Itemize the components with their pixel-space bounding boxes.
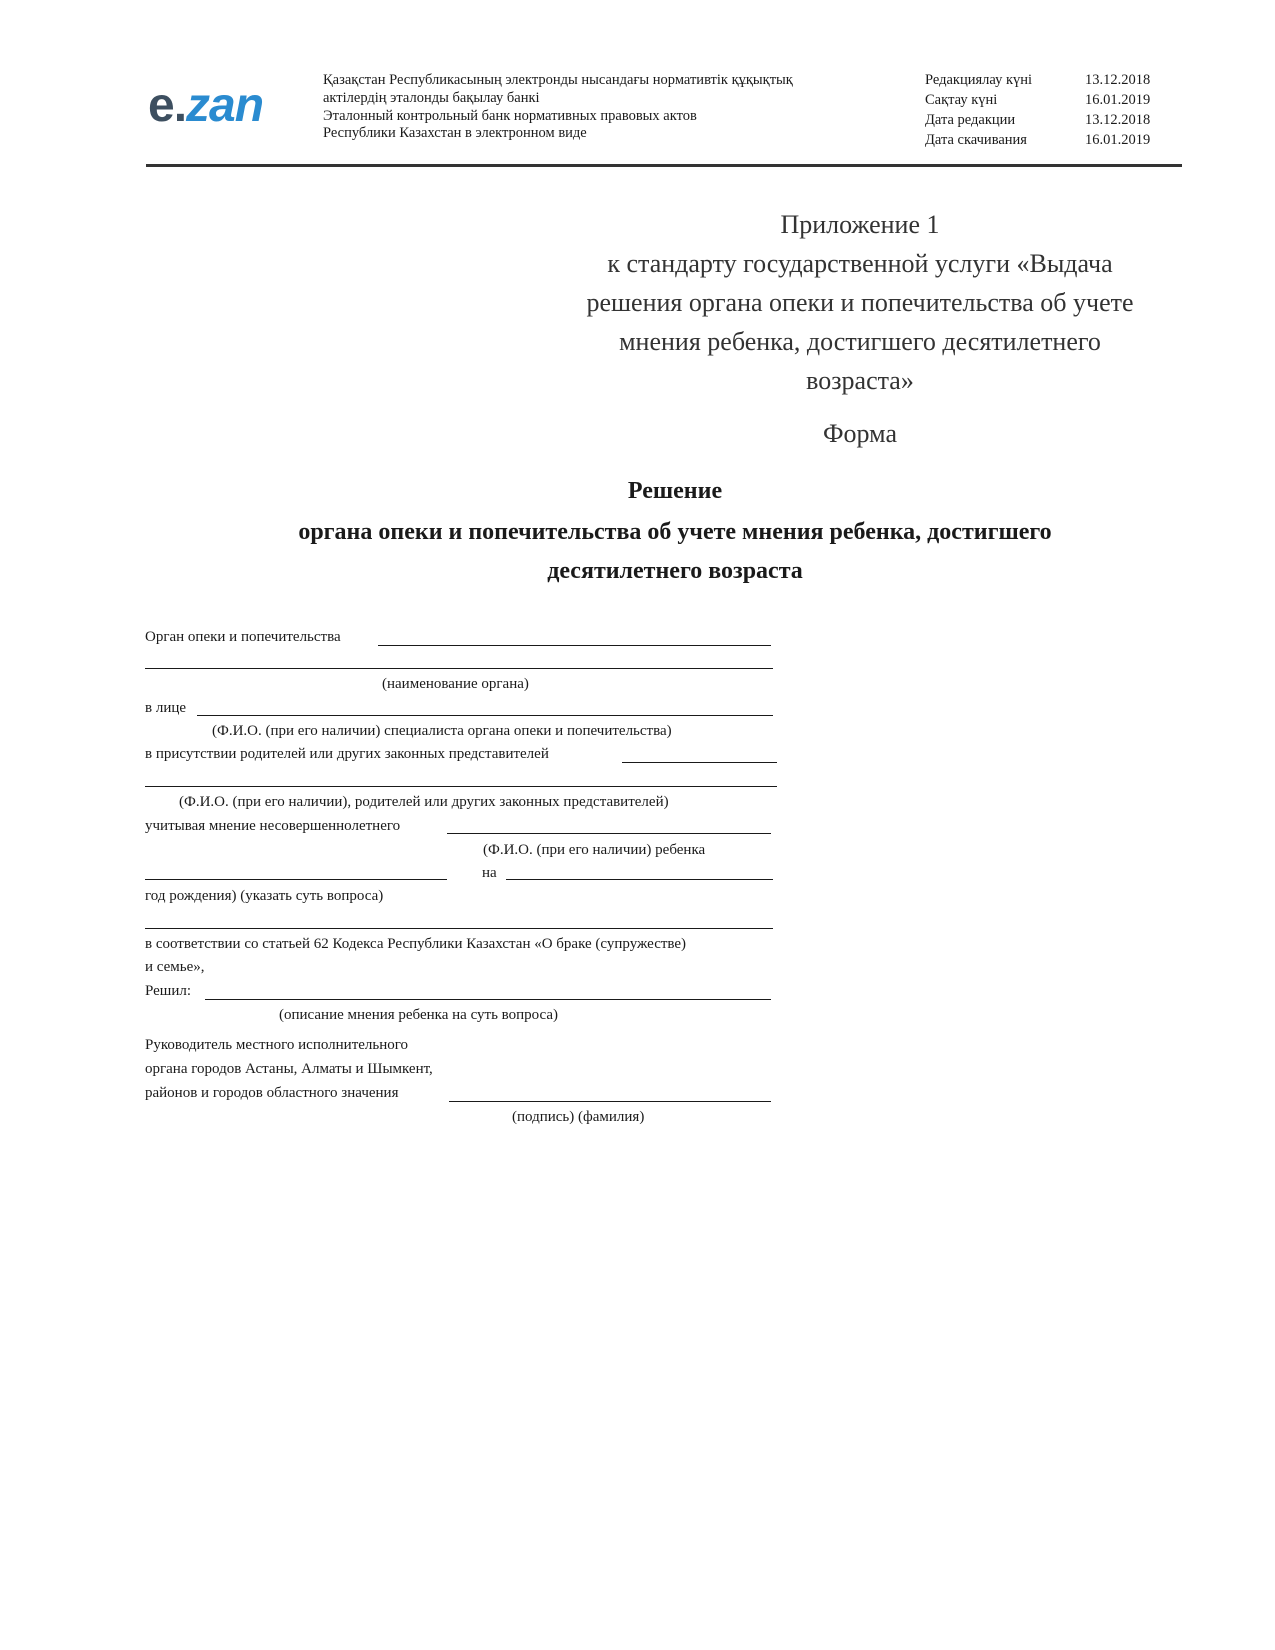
document-title: Решение [627,478,723,504]
child-caption: (Ф.И.О. (при его наличии) ребенка [483,842,706,858]
header-divider [146,164,1182,167]
child-name-field-line[interactable] [145,879,447,880]
v-litse-label: в лице [145,700,187,716]
signature-field-line[interactable] [449,1101,771,1102]
head-line-2: органа городов Астаны, Алматы и Шымкент, [145,1061,433,1077]
meta-value: 13.12.2018 [1085,112,1151,128]
meta-value: 16.01.2019 [1085,132,1151,148]
appendix-line-1: Приложение 1 [780,210,940,239]
appendix-line-3: решения органа опеки и попечительства об учете [586,288,1134,317]
document-subtitle-line-2: десятилетнего возраста [547,558,803,584]
document-subtitle-line-1: органа опеки и попечительства об учете мнения ребенка, достигшего [298,519,1052,545]
organ-caption: (наименование органа) [382,676,529,692]
meta-label: Редакциялау күні [925,72,1033,88]
organ-field-line-2[interactable] [145,668,773,669]
appendix-line-5: возраста» [806,366,914,395]
minor-field-line[interactable] [447,833,771,834]
bank-line-1: Қазақстан Республикасының электронды нысандағы нормативтік құқықтық [323,72,793,88]
presence-label: в присутствии родителей или других законных представителей [145,746,549,762]
presence-field-line[interactable] [622,762,777,763]
meta-value: 16.01.2019 [1085,92,1151,108]
ezan-logo: e.zan [148,79,264,132]
parents-caption: (Ф.И.О. (при его наличии), родителей или других законных представителей) [179,794,669,810]
organ-field-line[interactable] [378,645,771,646]
decided-label: Решил: [145,983,192,999]
law-line-2: и семье», [145,959,205,975]
birth-label: год рождения) (указать суть вопроса) [145,888,384,904]
form-label: Форма [823,419,897,448]
bank-line-2: актілердің эталонды бақылау банкі [323,90,540,106]
meta-label: Сақтау күні [925,92,998,108]
meta-label: Дата скачивания [925,132,1027,148]
signature-caption: (подпись) (фамилия) [512,1109,645,1125]
specialist-caption: (Ф.И.О. (при его наличии) специалиста органа опеки и попечительства) [212,723,672,739]
meta-value: 13.12.2018 [1085,72,1151,88]
bank-line-4: Республики Казахстан в электронном виде [323,125,587,141]
question-field-line-2[interactable] [145,928,773,929]
specialist-field-line[interactable] [197,715,773,716]
na-label: на [482,865,497,881]
decision-field-line[interactable] [205,999,771,1000]
appendix-line-2: к стандарту государственной услуги «Выдача [607,249,1113,278]
organ-label: Орган опеки и попечительства [145,629,341,645]
appendix-line-4: мнения ребенка, достигшего десятилетнего [619,327,1101,356]
meta-label: Дата редакции [925,112,1016,128]
head-line-3: районов и городов областного значения [145,1085,399,1101]
minor-label: учитывая мнение несовершеннолетнего [145,818,401,834]
head-line-1: Руководитель местного исполнительного [145,1037,409,1053]
parents-field-line[interactable] [145,786,777,787]
opinion-caption: (описание мнения ребенка на суть вопроса) [279,1007,559,1023]
bank-line-3: Эталонный контрольный банк нормативных правовых актов [323,108,697,124]
question-field-line[interactable] [506,879,773,880]
law-line-1: в соответствии со статьей 62 Кодекса Республики Казахстан «О браке (супружестве) [145,936,687,952]
